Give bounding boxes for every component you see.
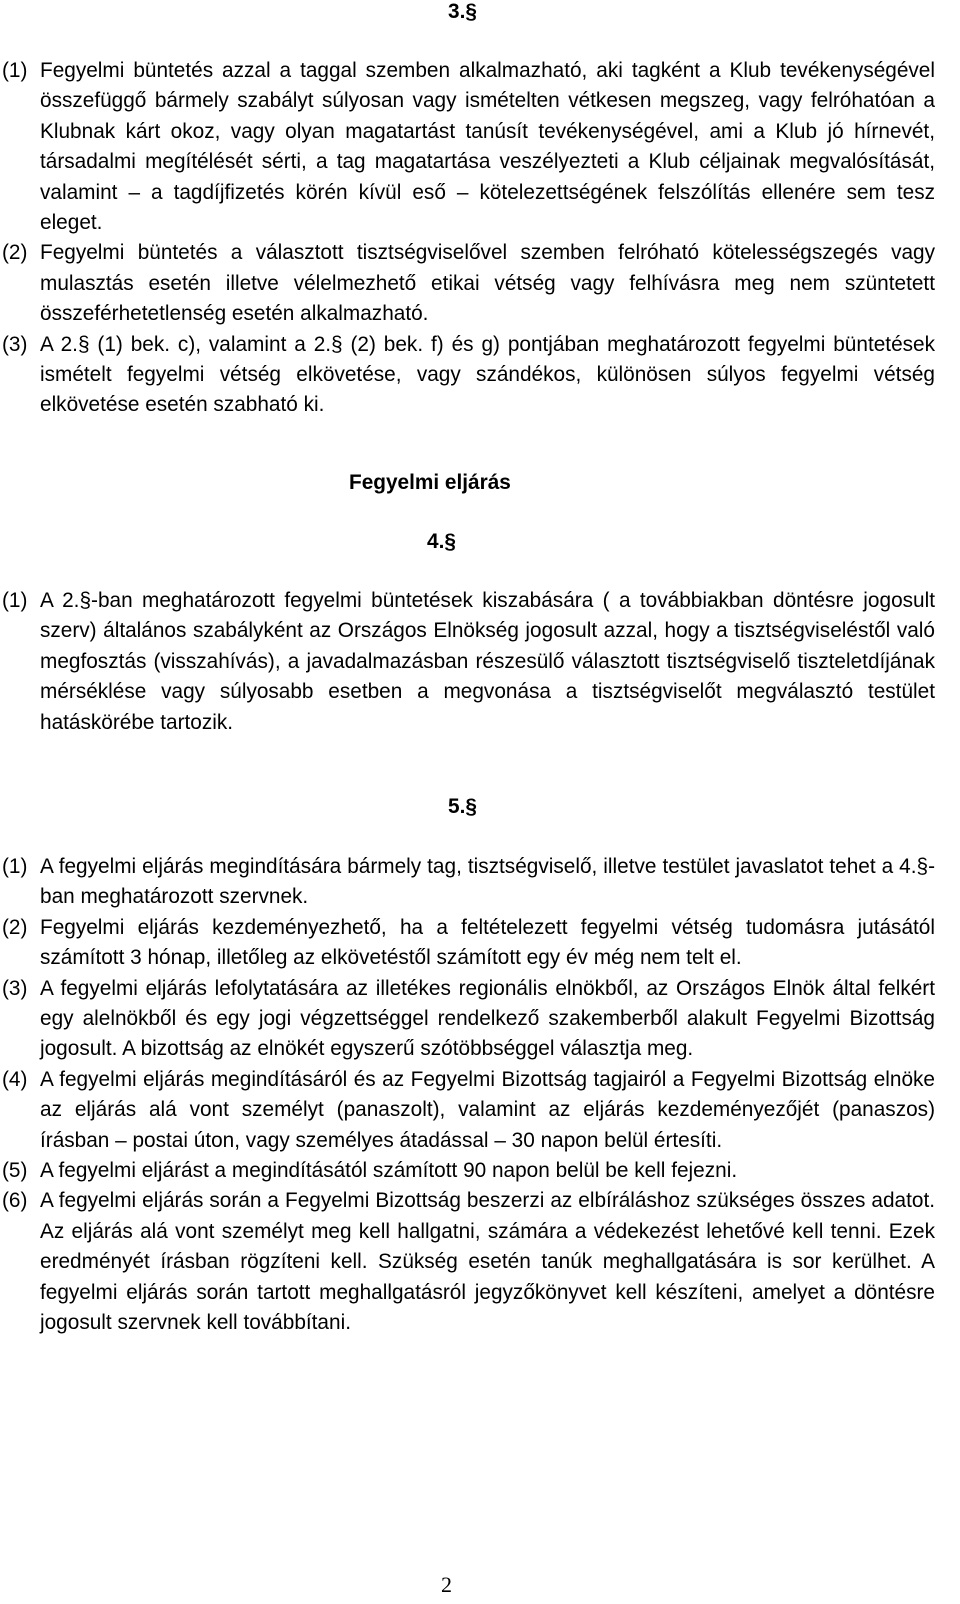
paragraph-text: A 2.§ (1) bek. c), valamint a 2.§ (2) bek. f) és g) pontjában meghatározott fegyelmi büntetések ismételt fegyelmi vétség elkövetése, vagy szándékos, különösen súlyos fegyelmi vétség elkövetése esetén szabható ki. bbox=[40, 332, 935, 417]
page-number: 2 bbox=[441, 1572, 452, 1597]
paragraph-number: (3) bbox=[2, 976, 28, 1000]
paragraph-text: Fegyelmi eljárás kezdeményezhető, ha a feltételezett fegyelmi vétség tudomásra jutásától számított 3 hónap, illetőleg az elkövetéstől számított egy év még nem telt el. bbox=[40, 915, 935, 970]
section-3-body bbox=[2, 56, 935, 421]
paragraph-text: Fegyelmi büntetés azzal a taggal szemben alkalmazható, aki tagként a Klub tevékenységével összefüggő bármely szabályt súlyosan vagy ismételten vétkesen megszeg, vagy felróhatóan a Klubnak kárt okoz, vagy olyan magatartást tanúsít tevékenységével, ami a Klub jó hírnevét, társadalmi megítélését sérti, a tag magatartása veszélyezteti a Klub céljainak megvalósítását, valamint – a tagdíjfizetés körén kívül eső – kötelezettségének felszólítás ellenére sem tesz eleget. bbox=[40, 59, 935, 235]
section-3-paragraph-3 bbox=[2, 330, 935, 421]
paragraph-number: (3) bbox=[2, 332, 28, 356]
paragraph-text: A fegyelmi eljárás megindítására bármely tag, tisztségviselő, illetve testület javaslatot tehet a 4.§-ban meghatározott szervnek. bbox=[40, 855, 935, 909]
chapter-title: Fegyelmi eljárás bbox=[349, 471, 511, 494]
section-3-paragraph-1 bbox=[2, 56, 935, 238]
section-5-paragraph-1 bbox=[2, 852, 935, 913]
section-5-paragraph-5 bbox=[2, 1156, 935, 1186]
section-5-heading: 5.§ bbox=[448, 795, 477, 818]
paragraph-text: A fegyelmi eljárás során a Fegyelmi Bizottság beszerzi az elbíráláshoz szükséges összes adatot. Az eljárás alá vont személyt meg kell hallgatni, számára a védekezést lehetővé kell tenni. Ezek eredményét írásban rögzíteni kell. Szükség esetén tanúk meghallgatására is sor kerülhet. A fegyelmi eljárás során tartott meghallgatásról jegyzőkönyvet kell készíteni, amelyet a döntésre jogosult szervnek kell továbbítani. bbox=[40, 1189, 935, 1335]
section-5-paragraph-3 bbox=[2, 974, 935, 1065]
paragraph-number: (4) bbox=[2, 1067, 28, 1091]
paragraph-number: (1) bbox=[2, 855, 28, 878]
paragraph-number: (1) bbox=[2, 589, 28, 612]
paragraph-number: (2) bbox=[2, 915, 28, 939]
section-4-heading: 4.§ bbox=[427, 530, 456, 553]
paragraph-text: A fegyelmi eljárás megindításáról és az Fegyelmi Bizottság tagjairól a Fegyelmi Bizottság elnöke az eljárás alá vont személyt (panaszolt), valamint az eljárás kezdeményezőjét (panaszos) írásban – postai úton, vagy személyes átadással – 30 napon belül értesíti. bbox=[40, 1067, 935, 1152]
paragraph-text: Fegyelmi büntetés a választott tisztségviselővel szemben felróható kötelességszegés vagy mulasztás esetén illetve vélelmezhető etikai vétség vagy felhívásra meg nem szüntetett összeférhetetlenség esetén alkalmazható. bbox=[40, 241, 935, 326]
section-5-paragraph-6 bbox=[2, 1186, 935, 1338]
paragraph-number: (5) bbox=[2, 1159, 28, 1183]
paragraph-number: (1) bbox=[2, 59, 28, 82]
paragraph-text: A fegyelmi eljárást a megindításától számított 90 napon belül be kell fejezni. bbox=[40, 1159, 738, 1183]
section-5-paragraph-2 bbox=[2, 913, 935, 974]
section-3-heading: 3.§ bbox=[448, 0, 477, 23]
section-4-body bbox=[2, 586, 935, 738]
section-5-paragraph-4 bbox=[2, 1065, 935, 1156]
paragraph-text: A 2.§-ban meghatározott fegyelmi büntetések kiszabására ( a továbbiakban döntésre jogosult szerv) általános szabályként az Országos Elnökség jogosult azzal, hogy a tisztségviseléstől való megfosztás (visszahívás), a javadalmazásban részesülő választott tisztségviselő tiszteletdíjának mérséklése vagy súlyosabb esetben a megvonása a tisztségviselőt megválasztó testület hatáskörébe tartozik. bbox=[40, 589, 935, 734]
section-5-body bbox=[2, 852, 935, 1339]
section-4-paragraph-1 bbox=[2, 586, 935, 738]
paragraph-number: (6) bbox=[2, 1189, 28, 1213]
paragraph-number: (2) bbox=[2, 241, 28, 265]
paragraph-text: A fegyelmi eljárás lefolytatására az illetékes regionális elnökből, az Országos Elnök által felkért egy alelnökből és egy jogi végzettséggel rendelkező szakemberből alakult Fegyelmi Bizottság jogosult. A bizottság az elnökét egyszerű szótöbbséggel választja meg. bbox=[40, 976, 935, 1061]
section-3-paragraph-2 bbox=[2, 238, 935, 329]
